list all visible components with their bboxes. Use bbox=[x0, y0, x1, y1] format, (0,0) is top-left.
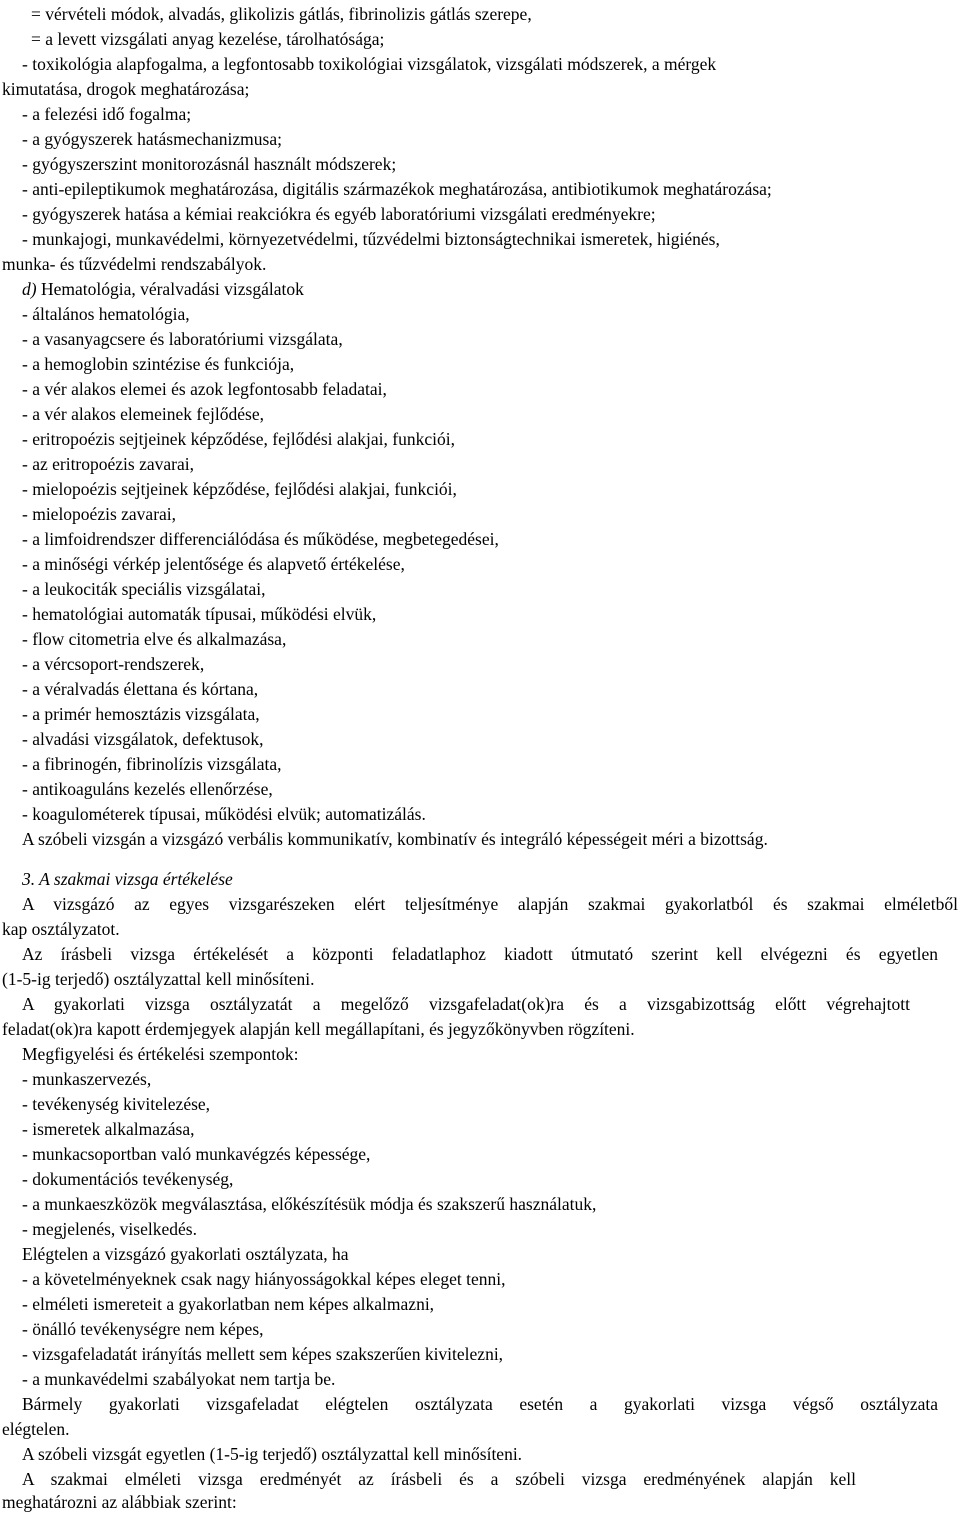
text-line: Megfigyelési és értékelési szempontok: bbox=[22, 1044, 299, 1064]
list-item: - a fibrinogén, fibrinolízis vizsgálata, bbox=[22, 754, 282, 774]
list-item: - a leukociták speciális vizsgálatai, bbox=[22, 579, 266, 599]
list-item: - a vér alakos elemeinek fejlődése, bbox=[22, 404, 264, 424]
text-line: - munkajogi, munkavédelmi, környezetvédelmi, tűzvédelmi biztonságtechnikai ismeretek, higiénés, bbox=[22, 229, 720, 249]
text-line: Elégtelen a vizsgázó gyakorlati osztályzata, ha bbox=[22, 1244, 349, 1264]
list-item: - megjelenés, viselkedés. bbox=[22, 1219, 197, 1239]
list-item: - a munkavédelmi szabályokat nem tartja be. bbox=[22, 1369, 336, 1389]
text-line: kap osztályzatot. bbox=[2, 919, 120, 939]
text-line: Az írásbeli vizsga értékelését a központi feladatlaphoz kiadott útmutató szerint kell elvégezni és egyetlen bbox=[22, 944, 938, 964]
list-item: - a hemoglobin szintézise és funkciója, bbox=[22, 354, 295, 374]
list-item: - elméleti ismereteit a gyakorlatban nem képes alkalmazni, bbox=[22, 1294, 435, 1314]
section-heading-d bbox=[22, 279, 304, 299]
list-item: - antikoaguláns kezelés ellenőrzése, bbox=[22, 779, 273, 799]
list-item: - a munkaeszközök megválasztása, előkészítésük módja és szakszerű használatuk, bbox=[22, 1194, 597, 1214]
list-item: - dokumentációs tevékenység, bbox=[22, 1169, 234, 1189]
text-line: (1-5-ig terjedő) osztályzattal kell minősíteni. bbox=[2, 969, 315, 989]
text-line: feladat(ok)ra kapott érdemjegyek alapján kell megállapítani, és jegyzőkönyvben rögzíteni. bbox=[2, 1019, 635, 1039]
text-line: meghatározni az alábbiak szerint: bbox=[2, 1492, 237, 1512]
list-item: - vizsgafeladatát irányítás mellett sem képes szakszerűen kivitelezni, bbox=[22, 1344, 504, 1364]
list-item: - általános hematológia, bbox=[22, 304, 190, 324]
list-item: - a primér hemosztázis vizsgálata, bbox=[22, 704, 260, 724]
list-item: - mielopoézis sejtjeinek képződése, fejlődési alakjai, funkciói, bbox=[22, 479, 457, 499]
list-item: - a véralvadás élettana és kórtana, bbox=[22, 679, 259, 699]
list-item: - tevékenység kivitelezése, bbox=[22, 1094, 211, 1114]
list-item: - ismeretek alkalmazása, bbox=[22, 1119, 195, 1139]
list-item: - a vércsoport-rendszerek, bbox=[22, 654, 205, 674]
list-item: - hematológiai automaták típusai, működési elvük, bbox=[22, 604, 377, 624]
list-item: - a minőségi vérkép jelentősége és alapvető értékelése, bbox=[22, 554, 405, 574]
text-line: kimutatása, drogok meghatározása; bbox=[2, 79, 250, 99]
list-item: - a vér alakos elemei és azok legfontosabb feladatai, bbox=[22, 379, 387, 399]
list-item: - a vasanyagcsere és laboratóriumi vizsgálata, bbox=[22, 329, 343, 349]
text-line: A vizsgázó az egyes vizsgarészeken elért teljesítménye alapján szakmai gyakorlatból és szakmai elméletből bbox=[22, 894, 958, 914]
list-item: - a limfoidrendszer differenciálódása és működése, megbetegedései, bbox=[22, 529, 499, 549]
text-line: - anti-epileptikumok meghatározása, digitális származékok meghatározása, antibiotikumok meghatározása; bbox=[22, 179, 772, 199]
list-item: - munkaszervezés, bbox=[22, 1069, 152, 1089]
text-line: - gyógyszerszint monitorozásnál használt módszerek; bbox=[22, 154, 397, 174]
section-label: d) bbox=[22, 279, 37, 299]
text-line: - gyógyszerek hatása a kémiai reakciókra és egyéb laboratóriumi vizsgálati eredményekre; bbox=[22, 204, 656, 224]
list-item: - flow citometria elve és alkalmazása, bbox=[22, 629, 287, 649]
section-heading-3: 3. A szakmai vizsga értékelése bbox=[22, 869, 233, 889]
text-line: - toxikológia alapfogalma, a legfontosabb toxikológiai vizsgálatok, vizsgálati módszerek, a mérgek bbox=[22, 54, 717, 74]
list-item: - eritropoézis sejtjeinek képződése, fejlődési alakjai, funkciói, bbox=[22, 429, 455, 449]
text-line: munka- és tűzvédelmi rendszabályok. bbox=[2, 254, 267, 274]
text-line: = a levett vizsgálati anyag kezelése, tárolhatósága; bbox=[31, 29, 385, 49]
list-item: - a követelményeknek csak nagy hiányosságokkal képes eleget tenni, bbox=[22, 1269, 506, 1289]
list-item: - az eritropoézis zavarai, bbox=[22, 454, 194, 474]
section-title: Hematológia, véralvadási vizsgálatok bbox=[40, 279, 304, 299]
text-line: - a felezési idő fogalma; bbox=[22, 104, 192, 124]
text-line: - a gyógyszerek hatásmechanizmusa; bbox=[22, 129, 282, 149]
text-line: A szóbeli vizsgán a vizsgázó verbális kommunikatív, kombinatív és integráló képességeit méri a bizottság. bbox=[22, 829, 768, 849]
list-item: - munkacsoportban való munkavégzés képessége, bbox=[22, 1144, 371, 1164]
text-line: elégtelen. bbox=[2, 1419, 70, 1439]
text-line: A szóbeli vizsgát egyetlen (1-5-ig terjedő) osztályzattal kell minősíteni. bbox=[22, 1444, 523, 1464]
list-item: - alvadási vizsgálatok, defektusok, bbox=[22, 729, 264, 749]
text-line: A szakmai elméleti vizsga eredményét az írásbeli és a szóbeli vizsga eredményének alapján kell bbox=[22, 1469, 856, 1489]
list-item: - mielopoézis zavarai, bbox=[22, 504, 177, 524]
list-item: - önálló tevékenységre nem képes, bbox=[22, 1319, 264, 1339]
list-item: - koagulométerek típusai, működési elvük; automatizálás. bbox=[22, 804, 426, 824]
text-line: Bármely gyakorlati vizsgafeladat elégtelen osztályzata esetén a gyakorlati vizsga végső osztályzata bbox=[22, 1394, 938, 1414]
text-line: A gyakorlati vizsga osztályzatát a megelőző vizsgafeladat(ok)ra és a vizsgabizottság előtt végrehajtott bbox=[22, 994, 910, 1014]
text-line: = vérvételi módok, alvadás, glikolizis gátlás, fibrinolizis gátlás szerepe, bbox=[31, 4, 532, 24]
